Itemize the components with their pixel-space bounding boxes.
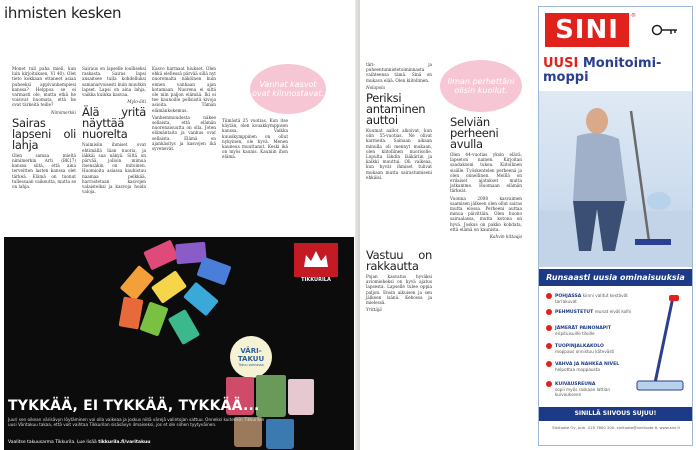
- letter-signature: Nimimerkki: [50, 109, 76, 115]
- ad-cta: [8, 440, 150, 445]
- article-heading: Periksi antaminen auttoi: [366, 91, 426, 128]
- article-text: Tiimästä 25 vuotias. Kun itse käytän, olen kouakkymppisen kanssa. Vaikka kuusikymppinen on ollut nykyinen, ole hyvä. Menen kauneus muuttanut. Keski ikä on myös kaunis. Kauniin ihon elämä.: [222, 118, 288, 160]
- feature-title: TUOPINJALKAKOLO: [555, 344, 604, 349]
- article-heading: Sairas lapseni oli lahja: [12, 115, 76, 152]
- feature-item: [555, 293, 635, 304]
- feature-item: [555, 309, 635, 315]
- right-column-2: [450, 114, 522, 241]
- feature-title: JÄMERÄT PAINONAPIT: [555, 326, 612, 331]
- feature-item: [555, 361, 635, 372]
- article-heading: Älä yritä näyttää nuorelta: [82, 105, 146, 142]
- cta-text: Vaalitse takuusarma Tikkurila. Lue lisää: [8, 440, 97, 445]
- letter-signature: Kahvin kittaaja: [489, 234, 522, 240]
- color-swatch: [143, 240, 179, 271]
- letter-text: Sairaus on lapselle loulliseksi raskasta. Sairas lapsi ansaitsee tulla kohdelluksi samanarvoisesti kuin muutkin lapset. Lapsi on aina lahja, vaikka kuinka kasvaa.: [82, 66, 146, 98]
- sini-slogan-banner: Runsaasti uusia ominaisuuksia: [539, 269, 692, 286]
- left-column-4: [222, 118, 288, 162]
- feature-title: KUIVAUSREUNA: [555, 382, 596, 387]
- feature-item: [555, 343, 635, 354]
- bullet-icon: [546, 293, 552, 299]
- man-with-mop-illustration: [539, 91, 692, 267]
- letter-signature: Yrittäjä: [366, 307, 382, 313]
- feature-desc: sopii myös raskaan lattian kuivaukseen: [555, 387, 611, 397]
- bullet-icon: [546, 309, 552, 315]
- letter-text: täri- ja puheentunnistetoiminnasta vaihteensa tämä. Sinä on mukava elää. Olen kiitollinen.: [366, 62, 432, 83]
- sini-footer: SINILLÄ SIIVOUS SUJUU!: [539, 407, 692, 421]
- quote-bubble: Vanhat kasvot ovat kiinnostavat.: [250, 64, 326, 114]
- article-heading: Selviän perheeni avulla: [450, 115, 499, 151]
- registered-mark: ®: [631, 13, 636, 19]
- article-text: Vanhemmuudesta näkee sellaista, että elämän nuorenaisuutta on olla. Joten elämäntaito ja vanhus ovat sellaista. Elämä on ajankäsitys ja kasvojen ikä syvenevät.: [152, 114, 216, 152]
- article-text: Olen 44-vuotias yksin elävä, lapseton nainen. Kirjoitan saadakseni tukea. Kiitollinen sisälle. Työskentelen perheenä ja olen onnellinen. Meillä on erilaiset ajatukset mutta jatkamme. Huomaan elämän tärkeät.: [450, 152, 522, 194]
- color-swatch: [168, 309, 200, 345]
- feature-item: [555, 325, 635, 336]
- tikkurila-brand: TIKKURILA: [301, 277, 331, 283]
- sini-contact[interactable]: Sinituote Oy, puh. 019 7600 200, sinituote@sinituote.fi, www.sini.fi: [552, 425, 680, 430]
- letter-intro: Monet tuli paha mieli, kun luin kirjoituksen, Vl 40). Olet tieto kokkaan ottaneet asiaa puheeksi appivanhempiesi kanssa? Helppoa se ei varmasti ole, mutta etkä he voisivat huomata, että he ovat tärkeitä teille?: [12, 66, 76, 108]
- bullet-icon: [546, 325, 552, 331]
- letter-signature: Nolapola: [366, 84, 386, 90]
- paint-can: [288, 379, 314, 415]
- article-heading: Vastuu on rakkautta: [366, 248, 432, 274]
- sini-ad[interactable]: [538, 6, 693, 446]
- key-icon: [651, 21, 679, 39]
- article-text: Kuumat aallot alkoivat, kun olin 55-vuotias. Ne olivat karmeita. Sainaan aikaan minulla oli mennyt mukaan, olen kiitollinen nuorisolle. Lopulta lähdin lääkäriin ja kaikki muuttui. Oli vaikeaa, kun hyvät ihmiset tulivat mukaan mutta sairastumiseni ehkäisi.: [366, 128, 432, 180]
- new-label: UUSI: [543, 56, 579, 71]
- varitakuu-badge: [230, 336, 272, 378]
- paint-can: [256, 375, 286, 417]
- product-photo: [539, 91, 692, 267]
- color-swatch: [120, 265, 155, 301]
- bullet-icon: [546, 343, 552, 349]
- quote-bubble: Ilman perhettäni olisin kuollut.: [440, 60, 522, 112]
- color-swatch: [139, 301, 168, 336]
- ad-slogan: TYKKÄÄ, EI TYKKÄÄ, TYKKÄÄ...: [8, 398, 260, 414]
- feature-desc: eripituisuille tiloille: [555, 331, 595, 336]
- cta-link[interactable]: tikkurila.fi/varitakuu: [98, 440, 151, 445]
- paint-can: [266, 419, 294, 449]
- badge-title: VÄRI-TAKUU: [237, 347, 265, 363]
- feature-title: VAHVA JA NAHKEA NIVEL: [555, 362, 620, 367]
- left-column-1: [12, 66, 76, 191]
- product-name: Monitoimi-moppi: [543, 56, 662, 85]
- badge-subtitle: Takuu voimassa: [238, 363, 264, 367]
- sini-logo: SINI: [545, 13, 629, 47]
- color-swatch: [183, 282, 219, 317]
- feature-desc: helpottaa moppausta: [555, 367, 600, 372]
- feature-title: POHJASSA: [555, 294, 582, 299]
- article-text: Olen samaa mieltä nimimerkin Arti (BK17) kanssa siitä, että aina terveitten lasten kanssa olet tärkeä. Elämä on tuonut tullessaan vaikeutta, mutta se on lahja.: [12, 152, 76, 190]
- sini-headline: [543, 57, 689, 85]
- letter-signature: Mylo-äiti: [127, 99, 146, 105]
- feature-desc: moppaus onnistuu kätevästi: [555, 349, 615, 354]
- article-text: Vuonna 2008 kasvaimen saamisen jälkeen olen ollut sairas mutta elossa. Perheeni auttaa minua päivittäin. Olen huono sairaalassa, mutta kotona on hyvä. Joskus on pakko kohdata, että elämä on kaunista.: [450, 195, 522, 232]
- crown-icon: [294, 243, 338, 277]
- bullet-icon: [546, 381, 552, 387]
- sini-header: [539, 7, 692, 55]
- article-text: Naimisiin ihmiset ovat ehtimällä liian nuoria, ja iäkkäi saa näkyä. Siltä on pärvää, jolloin mimua itsensäkin on mitoinen. Huomioita asiassa kauhistuu naamaa pelkkää, harrastetaan kasvojen valaisteiksi ja kasvoja hoida valoja.: [82, 142, 146, 195]
- bullet-icon: [546, 361, 552, 367]
- feature-desc: reunat eivät kolhi: [594, 309, 632, 314]
- color-swatch: [151, 270, 187, 304]
- tikkurila-logo: [294, 243, 338, 277]
- right-column-1: [366, 62, 432, 314]
- tikkurila-ad[interactable]: [4, 237, 354, 450]
- feature-item: [555, 381, 635, 397]
- feature-desc: kiinni valitut kestävät tarrakuvat: [555, 293, 628, 304]
- ad-body-text: Juuri sen oikean värisävyn löytäminen voi olla vaikeaa ja joskus niitä värejä valintojan sattuu. Onneksi kuitenkin Tikkurilan uusi Väritakuu takaa, että voit vaihtaa Tikkurilan sisäsävyn ilmaiseksi, jos et ole siihen tyytyväinen.: [8, 417, 265, 428]
- color-swatch: [119, 296, 144, 329]
- feature-title: PEHMUSTETUT: [555, 310, 594, 315]
- article-text: Kasvo harmaat hiukset. Olen ehkä elellessä pärvää sillä nyt nuoremalta näköinen kuin ennen vanhaan ajan kotamaan. Nuorena ei siltä ole niin paljon elämää. Iki ei tee kaunoille pellsiistä kivoja asioita. Tämän elämänkokemus.: [152, 66, 216, 113]
- left-column-3: [152, 66, 216, 153]
- mop-product-icon: [633, 293, 687, 403]
- article-text: Pojan kasvatus hyväksi aviomieheksi on hyvä ajatus lapsesta. Lapselle tulee oppia paljon. Ensin aikuisen ja sen jälkeen isänä. Kehossa ja mielessä.: [366, 274, 432, 306]
- color-swatch: [196, 256, 231, 285]
- left-column-2: [82, 66, 146, 196]
- section-title: ihmisten kesken: [4, 4, 122, 22]
